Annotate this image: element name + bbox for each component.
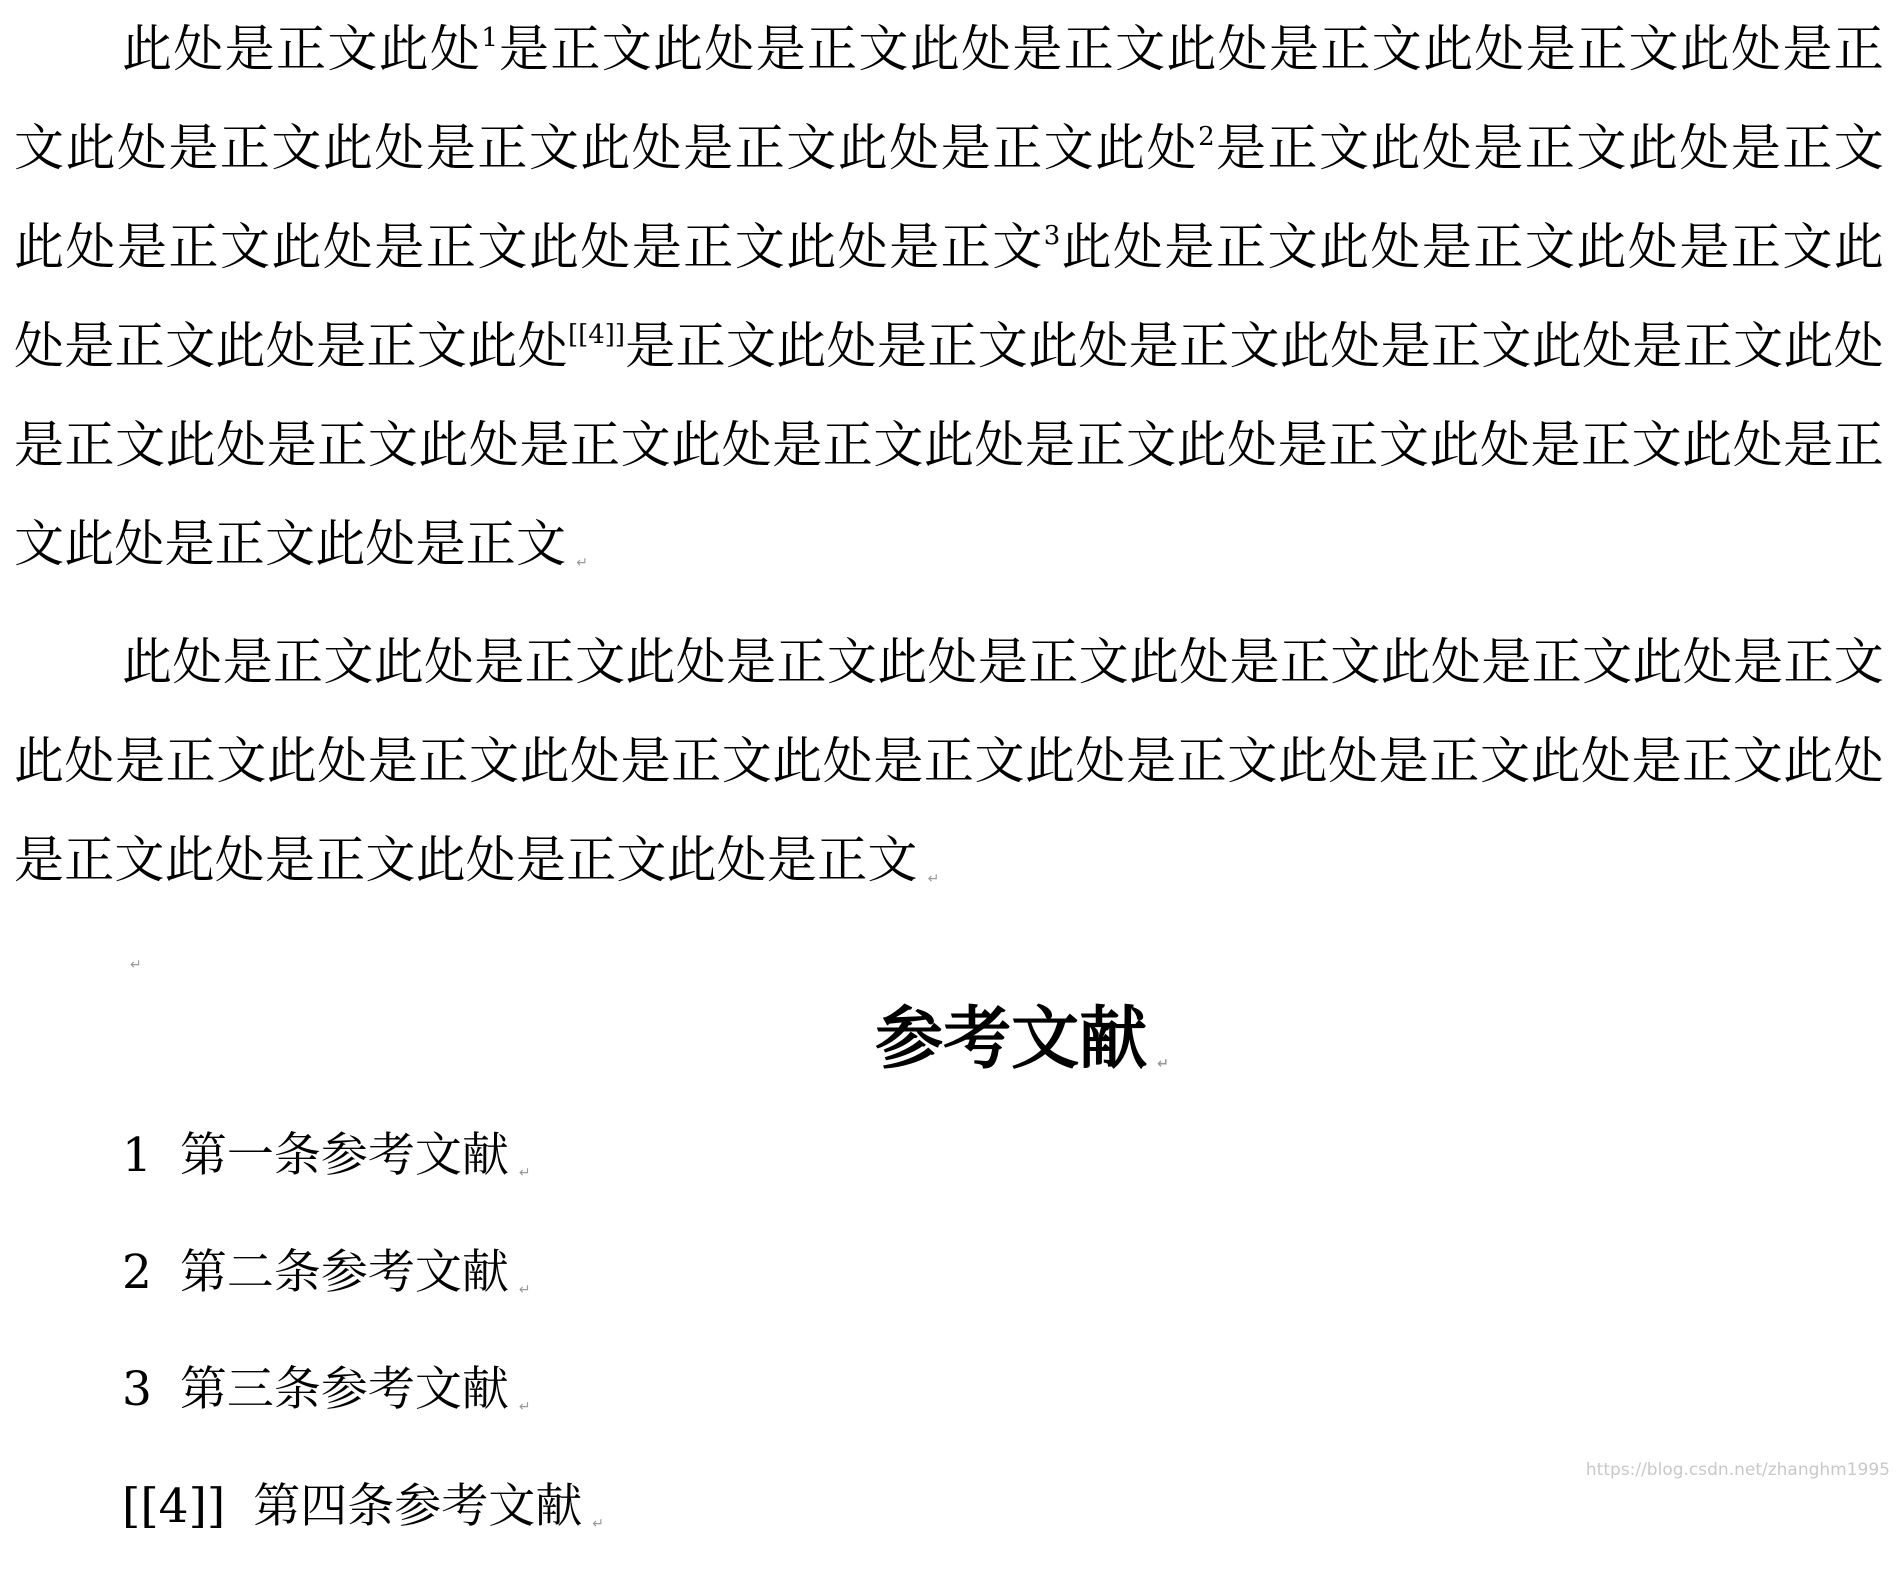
reference-list [122,1106,604,1574]
paragraph-mark-icon: ↵ [1157,1056,1169,1072]
paragraph-mark-icon: ↵ [518,1282,531,1298]
references-heading [0,994,1896,1109]
reference-item [122,1223,604,1340]
text-segment: 此处是正文此处是正文此处是正文此处是正文此处是正文此处是正文此处是正文此处是正文此处是正文此处是正文此处是正文此处是正文此处是正文此处是正文此处是正文此处是正文此处是正文此处是正文 [14,633,1884,889]
body-paragraph-1 [14,0,1884,613]
paragraph-mark-icon: ↵ [927,871,940,887]
references-title: 参考文献 [875,999,1148,1079]
reference-item [122,1457,604,1574]
text-segment: 此处是正文此处是正文此处是正文此处是正文此处是正文此处 [14,218,1885,375]
paragraph-mark-icon: ↵ [130,957,142,973]
paragraph-mark-icon: ↵ [518,1399,531,1415]
text-segment: 此处是正文此处 [122,20,482,78]
text-segment: 是正文此处是正文此处是正文此处是正文此处是正文此处是正文此处是正文 [14,119,1884,276]
reference-item [122,1340,604,1457]
reference-text: 第四条参考文献 [253,1479,583,1534]
reference-number: [[4]] [122,1479,226,1534]
reference-text: 第三条参考文献 [179,1362,509,1417]
paragraph-mark-icon: ↵ [592,1516,604,1532]
reference-number: 2 [122,1245,152,1300]
footnote-ref-1[interactable]: 1 [481,23,498,53]
text-segment: 是正文此处是正文此处是正文此处是正文此处是正文此处是正文此处是正文此处是正文此处是正文此处是正文此处 [14,20,1884,177]
reference-item [122,1106,604,1223]
footnote-ref-4[interactable]: [[4]] [567,320,626,350]
footnote-ref-2[interactable]: 2 [1198,122,1215,152]
paragraph-mark-icon: ↵ [576,555,588,571]
watermark: https://blog.csdn.net/zhanghm1995 [1585,1460,1890,1480]
body-paragraph-2 [14,613,1884,929]
paragraph-mark-icon: ↵ [518,1165,531,1181]
reference-text: 第一条参考文献 [179,1128,509,1183]
reference-number: 1 [122,1128,152,1183]
text-segment: 是正文此处是正文此处是正文此处是正文此处是正文此处是正文此处是正文此处是正文此处是正文此处是正文此处是正文此处是正文此处是正文此处是正文此处是正文 [14,317,1885,573]
reference-number: 3 [122,1362,152,1417]
document-body [14,0,1884,929]
empty-paragraph [130,948,142,973]
footnote-ref-3[interactable]: 3 [1043,221,1061,251]
reference-text: 第二条参考文献 [179,1245,509,1300]
